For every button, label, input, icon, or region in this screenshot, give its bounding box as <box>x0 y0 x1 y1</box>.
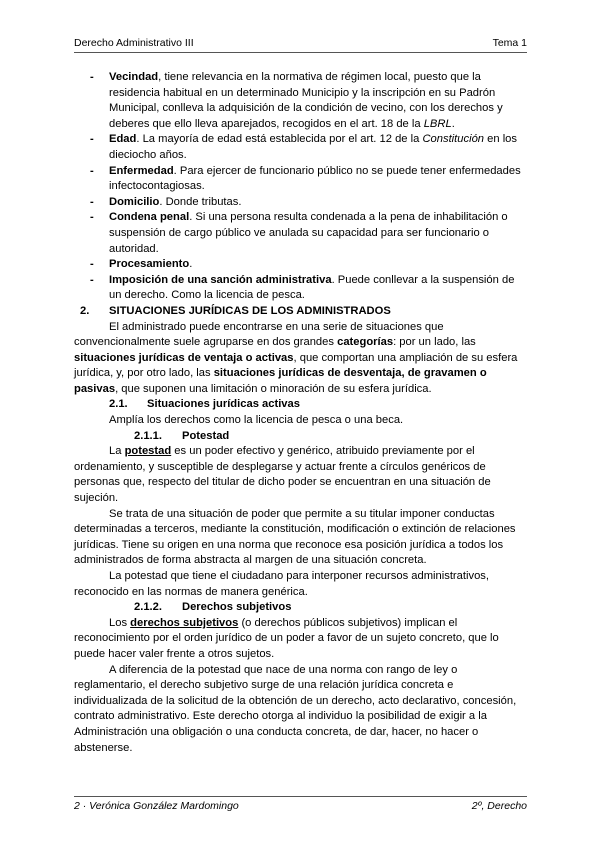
subsubsection-title: Derechos subjetivos <box>182 601 292 614</box>
subsubsection-number: 2.1.2. <box>134 601 162 614</box>
list-item <box>74 195 527 211</box>
header-topic: Tema 1 <box>492 37 527 49</box>
bullet-text-end: en los dieciocho años. <box>109 133 517 161</box>
footer-author: 2 · Verónica González Mardomingo <box>74 800 239 812</box>
subsection-number: 2.1. <box>109 398 128 411</box>
paragraph: Los derechos subjetivos (o derechos públicos subjetivos) implican el reconocimiento por el orden jurídico de un poder a favor de un sujeto concreto, que lo puede hacer valer frente a otros sujetos. <box>74 616 499 660</box>
bullet-term: Enfermedad <box>109 164 174 177</box>
footer-divider <box>74 796 527 797</box>
bullet-term: Imposición de una sanción administrativa <box>109 273 332 286</box>
bullet-term: Domicilio <box>109 195 160 208</box>
bullet-text: . Para ejercer de funcionario público no se puede tener enfermedades infectocontagiosas. <box>109 164 521 193</box>
bullet-text: . Puede conllevar a la suspensión de un derecho. Como la licencia de pesca. <box>109 273 515 302</box>
header-course-title: Derecho Administrativo III <box>74 37 194 49</box>
list-item <box>74 70 527 132</box>
subsubsection-title: Potestad <box>182 429 230 442</box>
paragraph: Se trata de una situación de poder que permite a su titular imponer conductas determinadas a terceros, mediante la constitución, modificación o extinción de relaciones jurídicas. Tiene su origen en una norma que reconoce esa posición jurídica a todos los administrados de forma abstracta al margen de una situación concreta. <box>74 507 516 567</box>
paragraph: La potestad que tiene el ciudadano para interponer recursos administrativos, reconocido en las normas de manera genérica. <box>74 570 489 598</box>
subsubsection-heading <box>74 429 527 445</box>
paragraph: A diferencia de la potestad que nace de una norma con rango de ley o reglamentario, el derecho subjetivo surge de una relación jurídica concreta e individualizada de la solicitud de la obtención de un derecho, acto declarativo, concesión, contrato administrativo. Este derecho otorga al individuo la posibilidad de exigir a la Administración una obligación o una conducta concreta, de dar, hacer, no hacer o abstenerse. <box>74 663 517 754</box>
list-item <box>74 257 527 273</box>
bullet-text: , tiene relevancia en la normativa de régimen local, puesto que la residencia habitual en un determinado Municipio y la inscripción en su Padrón Municipal, conlleva la adquisición de la condición de vecino, con los derechos y deberes que ello lleva aparejados, recogidos en el art. 18 de la <box>109 71 503 130</box>
list-item <box>74 164 527 195</box>
bullet-term: Edad <box>109 133 137 146</box>
page-header <box>74 36 527 52</box>
subsection-heading <box>74 397 527 413</box>
list-item <box>74 273 527 304</box>
keyword: situaciones jurídicas de ventaja o activas <box>74 351 294 364</box>
subsection-title: Situaciones jurídicas activas <box>147 398 300 411</box>
bullet-dash: - <box>90 164 94 177</box>
bullet-text: . Si una persona resulta condenada a la pena de inhabilitación o suspensión de cargo público ve anulada su capacidad para ser funcionario o autoridad. <box>109 211 508 255</box>
section-title: SITUACIONES JURÍDICAS DE LOS ADMINISTRADOS <box>109 304 391 317</box>
bullet-dash: - <box>90 133 94 146</box>
paragraph: El administrado puede encontrarse en una serie de situaciones que convencionalmente suele agruparse en dos grandes categorías: por un lado, las situaciones jurídicas de ventaja o activas, que comportan una ampliación de su esfera jurídica, y, por otro lado, las situaciones jurídicas de desventaja, de gravamen o pasivas, que suponen una limitación o minoración de su esfera jurídica. <box>74 320 518 395</box>
paragraph: La potestad es un poder efectivo y genérico, atribuido previamente por el ordenamiento, y susceptible de desplegarse y actuar frente a círculos genéricos de personas que, respecto del titular de dicho poder se encuentran en una situación de sujeción. <box>74 445 491 505</box>
paragraph: Amplía los derechos como la licencia de pesca o una beca. <box>109 414 404 427</box>
list-item <box>74 132 527 163</box>
document-body <box>74 70 527 756</box>
bullet-dash: - <box>90 258 94 271</box>
bullet-dash: - <box>90 211 94 224</box>
section-number: 2. <box>80 304 90 317</box>
section-heading <box>74 304 527 320</box>
keyword: situaciones jurídicas de desventaja, de gravamen o pasivas <box>74 367 487 395</box>
header-divider <box>74 52 527 53</box>
bullet-dash: - <box>90 71 94 83</box>
bullet-text: . Donde tributas. <box>159 195 242 208</box>
subsubsection-number: 2.1.1. <box>134 429 162 442</box>
bullet-dash: - <box>90 195 94 208</box>
bullet-term: Procesamiento <box>109 258 190 271</box>
bullet-text: . <box>189 258 193 271</box>
keyword: derechos subjetivos <box>130 616 239 629</box>
bullet-text-end: . <box>451 117 455 130</box>
footer-course: 2º, Derecho <box>471 800 527 812</box>
list-item <box>74 210 527 257</box>
keyword: categorías <box>337 336 394 349</box>
law-reference: LBRL <box>423 117 452 130</box>
bullet-text: . La mayoría de edad está establecida por el art. 12 de la <box>136 133 423 146</box>
bullet-term: Condena penal <box>109 211 190 224</box>
bullet-term: Vecindad <box>109 71 159 83</box>
keyword: potestad <box>124 445 172 458</box>
subsubsection-heading <box>74 600 527 616</box>
bullet-dash: - <box>90 273 94 286</box>
law-reference: Constitución <box>422 133 485 146</box>
